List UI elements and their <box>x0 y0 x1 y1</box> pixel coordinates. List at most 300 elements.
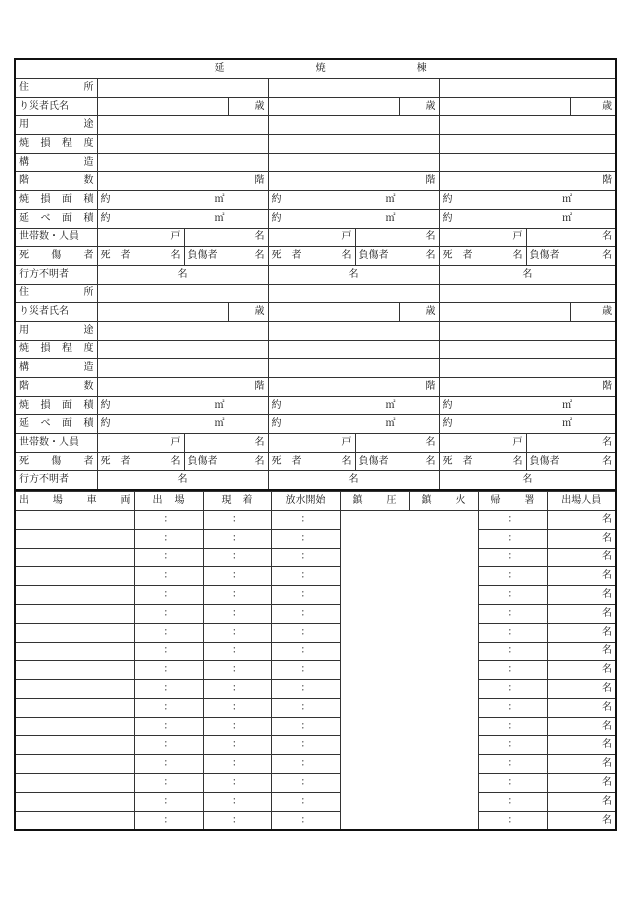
dispatch-row <box>15 792 616 811</box>
water-start-time-cell[interactable] <box>271 623 340 642</box>
arrival-time-cell[interactable] <box>203 774 271 793</box>
label-char: 出 <box>19 495 29 507</box>
time-separator: ： <box>232 513 242 525</box>
dispatch-row <box>15 717 616 736</box>
dead-label: 死 者 <box>442 455 473 467</box>
sqm-unit: ㎡ <box>214 418 225 430</box>
persons-unit: 名 <box>425 436 436 448</box>
injured-cell[interactable] <box>184 247 268 266</box>
personnel-cell[interactable] <box>547 698 616 717</box>
water-start-time-cell[interactable] <box>271 548 340 567</box>
arrival-time-cell[interactable] <box>203 548 271 567</box>
return-time-cell[interactable] <box>478 604 547 623</box>
usage-cell[interactable] <box>97 116 268 135</box>
time-separator: ： <box>232 758 242 770</box>
vehicle-cell[interactable] <box>15 567 134 586</box>
header-text: 出場人員 <box>561 495 602 507</box>
vehicle-cell[interactable] <box>15 698 134 717</box>
time-separator: ： <box>232 551 242 563</box>
time-separator: ： <box>232 739 242 751</box>
personnel-cell[interactable] <box>547 567 616 586</box>
age-cell[interactable] <box>228 303 268 322</box>
label-char: 損 <box>40 137 51 149</box>
time-separator: ： <box>300 682 311 694</box>
burnt-area-cell[interactable] <box>268 191 439 210</box>
dispatch-time-cell[interactable] <box>134 755 203 774</box>
label-char: 場 <box>52 495 63 507</box>
label-char: 用 <box>19 119 29 131</box>
missing-cell[interactable] <box>97 471 268 490</box>
missing-cell[interactable] <box>439 471 616 490</box>
address-cell[interactable] <box>439 79 616 98</box>
label-char: 階 <box>19 175 29 187</box>
arrival-time-cell[interactable] <box>203 623 271 642</box>
floor-unit: 階 <box>254 380 265 392</box>
persons-unit: 名 <box>522 268 533 280</box>
return-time-cell[interactable] <box>478 586 547 605</box>
label-text: 行方不明者 <box>19 474 69 486</box>
label-char: 積 <box>83 399 94 411</box>
vehicle-cell[interactable] <box>15 510 134 529</box>
dispatch-time-cell[interactable] <box>134 811 203 830</box>
row-label-victim <box>15 97 97 116</box>
personnel-cell[interactable] <box>547 604 616 623</box>
return-time-cell[interactable] <box>478 548 547 567</box>
floors-row <box>15 378 616 397</box>
dispatch-time-cell[interactable] <box>134 642 203 661</box>
burnt-area-cell[interactable] <box>268 396 439 415</box>
row-label-total_area <box>15 415 97 434</box>
age-cell[interactable] <box>399 97 439 116</box>
return-time-cell[interactable] <box>478 736 547 755</box>
vehicle-cell[interactable] <box>15 811 134 830</box>
time-separator: ： <box>300 758 311 770</box>
vehicle-cell[interactable] <box>15 717 134 736</box>
vehicle-cell[interactable] <box>15 586 134 605</box>
dispatch-time-cell[interactable] <box>134 680 203 699</box>
injured-cell[interactable] <box>526 247 616 266</box>
arrival-time-cell[interactable] <box>203 736 271 755</box>
household-unit: 戸 <box>170 231 181 243</box>
burnt-area-cell[interactable] <box>97 396 268 415</box>
structure-cell[interactable] <box>268 153 439 172</box>
damage-degree-cell[interactable] <box>97 340 268 359</box>
persons-count-cell[interactable] <box>526 434 616 453</box>
time-separator: ： <box>300 570 311 582</box>
structure-cell[interactable] <box>439 153 616 172</box>
usage-cell[interactable] <box>97 321 268 340</box>
persons-count-cell[interactable] <box>184 228 268 247</box>
water-start-time-cell[interactable] <box>271 529 340 548</box>
personnel-cell[interactable] <box>547 661 616 680</box>
return-time-cell[interactable] <box>478 661 547 680</box>
total-area-cell[interactable] <box>97 415 268 434</box>
dispatch-row <box>15 680 616 699</box>
water-start-time-cell[interactable] <box>271 755 340 774</box>
dispatch-time-cell[interactable] <box>134 604 203 623</box>
dispatch-row <box>15 567 616 586</box>
injured-cell[interactable] <box>526 452 616 471</box>
return-time-cell[interactable] <box>478 680 547 699</box>
time-separator: ： <box>507 607 518 619</box>
dispatch-row <box>15 604 616 623</box>
households-count-cell[interactable] <box>439 434 526 453</box>
water-start-time-cell[interactable] <box>271 736 340 755</box>
dispatch-time-cell[interactable] <box>134 792 203 811</box>
total-area-cell[interactable] <box>268 415 439 434</box>
total-area-cell[interactable] <box>268 209 439 228</box>
label-char: 造 <box>83 156 94 168</box>
label-char: 傷 <box>51 455 62 467</box>
injured-cell[interactable] <box>355 247 439 266</box>
return-time-cell[interactable] <box>478 623 547 642</box>
label-char: 積 <box>83 212 94 224</box>
persons-unit: 名 <box>602 570 612 582</box>
vehicle-cell[interactable] <box>15 736 134 755</box>
arrival-time-cell[interactable] <box>203 642 271 661</box>
row-label-structure <box>15 359 97 378</box>
vehicle-cell[interactable] <box>15 642 134 661</box>
injured-label: 負傷者 <box>529 250 560 262</box>
sqm-unit: ㎡ <box>385 212 396 224</box>
water-start-time-cell[interactable] <box>271 792 340 811</box>
spread-buildings-table <box>14 58 617 491</box>
approx-label: 約 <box>100 418 111 430</box>
time-separator: ： <box>507 814 518 826</box>
missing-cell[interactable] <box>439 265 616 284</box>
dispatch-row <box>15 755 616 774</box>
row-label-casualties <box>15 452 97 471</box>
personnel-cell[interactable] <box>547 680 616 699</box>
persons-unit: 名 <box>602 758 612 770</box>
persons-count-cell[interactable] <box>355 434 439 453</box>
floors-cell[interactable] <box>268 378 439 397</box>
vehicle-cell[interactable] <box>15 661 134 680</box>
address-cell[interactable] <box>97 79 268 98</box>
dispatch-row <box>15 586 616 605</box>
label-char: 度 <box>83 137 94 149</box>
address-cell[interactable] <box>97 284 268 303</box>
dispatch-time-cell[interactable] <box>134 774 203 793</box>
time-separator: ： <box>300 513 311 525</box>
time-separator: ： <box>163 645 174 657</box>
dispatch-time-cell[interactable] <box>134 529 203 548</box>
header-text: 放水開始 <box>285 495 326 507</box>
arrival-time-cell[interactable] <box>203 792 271 811</box>
persons-unit: 名 <box>602 720 612 732</box>
label-text: り災者氏名 <box>19 100 69 112</box>
damage-degree-cell[interactable] <box>268 135 439 154</box>
casualties-row <box>15 452 616 471</box>
water-start-time-cell[interactable] <box>271 510 340 529</box>
dispatch-time-cell[interactable] <box>134 717 203 736</box>
floors-row <box>15 172 616 191</box>
age-cell[interactable] <box>570 97 616 116</box>
return-time-cell[interactable] <box>478 567 547 586</box>
arrival-time-cell[interactable] <box>203 510 271 529</box>
dispatch-header-row <box>15 492 616 511</box>
label-char: 積 <box>83 418 94 430</box>
households-count-cell[interactable] <box>268 434 355 453</box>
arrival-time-cell[interactable] <box>203 698 271 717</box>
personnel-cell[interactable] <box>547 623 616 642</box>
usage-cell[interactable] <box>439 321 616 340</box>
water-start-time-cell[interactable] <box>271 680 340 699</box>
burnt-area-row <box>15 191 616 210</box>
total-area-cell[interactable] <box>439 209 616 228</box>
label-char: 焼 <box>19 343 29 355</box>
arrival-time-cell[interactable] <box>203 661 271 680</box>
time-separator: ： <box>507 720 518 732</box>
time-separator: ： <box>163 607 174 619</box>
vehicle-cell[interactable] <box>15 548 134 567</box>
usage-cell[interactable] <box>439 116 616 135</box>
label-char: 者 <box>83 250 94 262</box>
floor-unit: 階 <box>254 175 265 187</box>
dispatch-time-cell[interactable] <box>134 698 203 717</box>
arrival-time-cell[interactable] <box>203 529 271 548</box>
water-start-time-cell[interactable] <box>271 604 340 623</box>
personnel-cell[interactable] <box>547 510 616 529</box>
address-cell[interactable] <box>268 79 439 98</box>
persons-unit: 名 <box>512 250 523 262</box>
arrival-time-cell[interactable] <box>203 604 271 623</box>
injured-cell[interactable] <box>355 452 439 471</box>
households-count-cell[interactable] <box>97 228 184 247</box>
age-cell[interactable] <box>228 97 268 116</box>
persons-unit: 名 <box>254 250 265 262</box>
vehicle-cell[interactable] <box>15 529 134 548</box>
label-char: 損 <box>40 193 51 205</box>
burnt-area-cell[interactable] <box>439 396 616 415</box>
return-time-cell[interactable] <box>478 755 547 774</box>
dead-cell[interactable] <box>97 247 184 266</box>
row-label-floors <box>15 378 97 397</box>
persons-count-cell[interactable] <box>184 434 268 453</box>
address-cell[interactable] <box>268 284 439 303</box>
label-char: 造 <box>83 362 94 374</box>
burnt-area-cell[interactable] <box>439 191 616 210</box>
dead-label: 死 者 <box>100 250 131 262</box>
damage-degree-cell[interactable] <box>268 340 439 359</box>
vehicle-cell[interactable] <box>15 774 134 793</box>
floor-unit: 階 <box>602 380 613 392</box>
dispatch-time-cell[interactable] <box>134 548 203 567</box>
row-label-total_area <box>15 209 97 228</box>
persons-unit: 名 <box>602 250 613 262</box>
structure-row <box>15 153 616 172</box>
structure-cell[interactable] <box>97 359 268 378</box>
approx-label: 約 <box>271 212 282 224</box>
header-vehicle <box>15 492 134 511</box>
time-separator: ： <box>163 570 174 582</box>
sqm-unit: ㎡ <box>214 399 225 411</box>
label-char: 階 <box>19 380 29 392</box>
water-start-time-cell[interactable] <box>271 661 340 680</box>
persons-count-cell[interactable] <box>355 228 439 247</box>
approx-label: 約 <box>100 193 111 205</box>
row-label-address <box>15 284 97 303</box>
floors-cell[interactable] <box>97 172 268 191</box>
time-separator: ： <box>507 758 518 770</box>
row-label-missing <box>15 265 97 284</box>
arrival-time-cell[interactable] <box>203 755 271 774</box>
time-separator: ： <box>232 645 242 657</box>
vehicle-cell[interactable] <box>15 604 134 623</box>
personnel-cell[interactable] <box>547 642 616 661</box>
label-char: 焼 <box>19 193 29 205</box>
return-time-cell[interactable] <box>478 529 547 548</box>
personnel-cell[interactable] <box>547 755 616 774</box>
vehicle-cell[interactable] <box>15 623 134 642</box>
vehicle-cell[interactable] <box>15 680 134 699</box>
dispatch-time-cell[interactable] <box>134 661 203 680</box>
dead-cell[interactable] <box>268 452 355 471</box>
water-start-time-cell[interactable] <box>271 567 340 586</box>
household-unit: 戸 <box>512 436 523 448</box>
vehicle-cell[interactable] <box>15 755 134 774</box>
age-cell[interactable] <box>570 303 616 322</box>
time-separator: ： <box>507 532 518 544</box>
water-start-time-cell[interactable] <box>271 586 340 605</box>
row-label-usage <box>15 321 97 340</box>
label-char: 場 <box>174 495 185 507</box>
age-cell[interactable] <box>399 303 439 322</box>
victim-name-cell[interactable] <box>268 97 399 116</box>
return-time-cell[interactable] <box>478 792 547 811</box>
personnel-cell[interactable] <box>547 736 616 755</box>
victim-name-cell[interactable] <box>268 303 399 322</box>
water-start-time-cell[interactable] <box>271 774 340 793</box>
structure-cell[interactable] <box>97 153 268 172</box>
damage-degree-cell[interactable] <box>97 135 268 154</box>
victim-name-cell[interactable] <box>439 303 570 322</box>
return-time-cell[interactable] <box>478 774 547 793</box>
time-separator: ： <box>163 776 174 788</box>
return-time-cell[interactable] <box>478 510 547 529</box>
dispatch-time-cell[interactable] <box>134 586 203 605</box>
persons-unit: 名 <box>602 607 612 619</box>
dispatch-time-cell[interactable] <box>134 623 203 642</box>
suppression-extinguish-area[interactable] <box>340 510 478 830</box>
label-char: 住 <box>19 287 29 299</box>
vehicle-cell[interactable] <box>15 792 134 811</box>
structure-cell[interactable] <box>268 359 439 378</box>
victim-name-cell[interactable] <box>97 303 228 322</box>
time-separator: ： <box>232 795 242 807</box>
return-time-cell[interactable] <box>478 717 547 736</box>
dead-cell[interactable] <box>439 247 526 266</box>
total-area-cell[interactable] <box>439 415 616 434</box>
structure-cell[interactable] <box>439 359 616 378</box>
personnel-cell[interactable] <box>547 548 616 567</box>
persons-unit: 名 <box>602 455 613 467</box>
personnel-cell[interactable] <box>547 586 616 605</box>
time-separator: ： <box>163 795 174 807</box>
return-time-cell[interactable] <box>478 811 547 830</box>
address-row <box>15 284 616 303</box>
households-count-cell[interactable] <box>97 434 184 453</box>
water-start-time-cell[interactable] <box>271 642 340 661</box>
missing-row <box>15 471 616 490</box>
row-label-damage_degree <box>15 340 97 359</box>
floors-cell[interactable] <box>439 172 616 191</box>
personnel-cell[interactable] <box>547 774 616 793</box>
arrival-time-cell[interactable] <box>203 567 271 586</box>
households-count-cell[interactable] <box>268 228 355 247</box>
dispatch-time-cell[interactable] <box>134 510 203 529</box>
label-char: 延 <box>19 212 29 224</box>
label-char: 面 <box>62 212 72 224</box>
dead-cell[interactable] <box>97 452 184 471</box>
arrival-time-cell[interactable] <box>203 586 271 605</box>
dispatch-time-cell[interactable] <box>134 736 203 755</box>
arrival-time-cell[interactable] <box>203 680 271 699</box>
floors-cell[interactable] <box>439 378 616 397</box>
row-label-burnt_area <box>15 191 97 210</box>
persons-count-cell[interactable] <box>526 228 616 247</box>
water-start-time-cell[interactable] <box>271 698 340 717</box>
personnel-cell[interactable] <box>547 811 616 830</box>
injured-cell[interactable] <box>184 452 268 471</box>
floors-cell[interactable] <box>97 378 268 397</box>
label-char: 鎮 <box>352 495 363 507</box>
return-time-cell[interactable] <box>478 698 547 717</box>
usage-cell[interactable] <box>268 116 439 135</box>
label-char: 数 <box>83 175 94 187</box>
missing-cell[interactable] <box>268 265 439 284</box>
persons-unit: 名 <box>170 455 181 467</box>
damage-degree-cell[interactable] <box>439 340 616 359</box>
time-separator: ： <box>163 589 174 600</box>
return-time-cell[interactable] <box>478 642 547 661</box>
dispatch-row <box>15 642 616 661</box>
personnel-cell[interactable] <box>547 717 616 736</box>
households-count-cell[interactable] <box>439 228 526 247</box>
usage-cell[interactable] <box>268 321 439 340</box>
time-separator: ： <box>300 551 311 563</box>
dead-cell[interactable] <box>268 247 355 266</box>
burnt-area-cell[interactable] <box>97 191 268 210</box>
label-char: 途 <box>83 324 94 336</box>
personnel-cell[interactable] <box>547 529 616 548</box>
damage-degree-cell[interactable] <box>439 135 616 154</box>
time-separator: ： <box>163 664 174 676</box>
persons-unit: 名 <box>348 474 359 486</box>
dead-cell[interactable] <box>439 452 526 471</box>
persons-unit: 名 <box>602 814 612 826</box>
persons-unit: 名 <box>348 268 359 280</box>
arrival-time-cell[interactable] <box>203 811 271 830</box>
time-separator: ： <box>507 664 518 676</box>
dispatch-time-cell[interactable] <box>134 567 203 586</box>
total-area-cell[interactable] <box>97 209 268 228</box>
water-start-time-cell[interactable] <box>271 811 340 830</box>
victim-name-cell[interactable] <box>439 97 570 116</box>
floors-cell[interactable] <box>268 172 439 191</box>
victim-name-cell[interactable] <box>97 97 228 116</box>
missing-cell[interactable] <box>97 265 268 284</box>
floor-unit: 階 <box>425 380 436 392</box>
personnel-cell[interactable] <box>547 792 616 811</box>
address-cell[interactable] <box>439 284 616 303</box>
approx-label: 約 <box>271 193 282 205</box>
arrival-time-cell[interactable] <box>203 717 271 736</box>
damage-degree-row <box>15 340 616 359</box>
time-separator: ： <box>300 701 311 713</box>
missing-cell[interactable] <box>268 471 439 490</box>
water-start-time-cell[interactable] <box>271 717 340 736</box>
